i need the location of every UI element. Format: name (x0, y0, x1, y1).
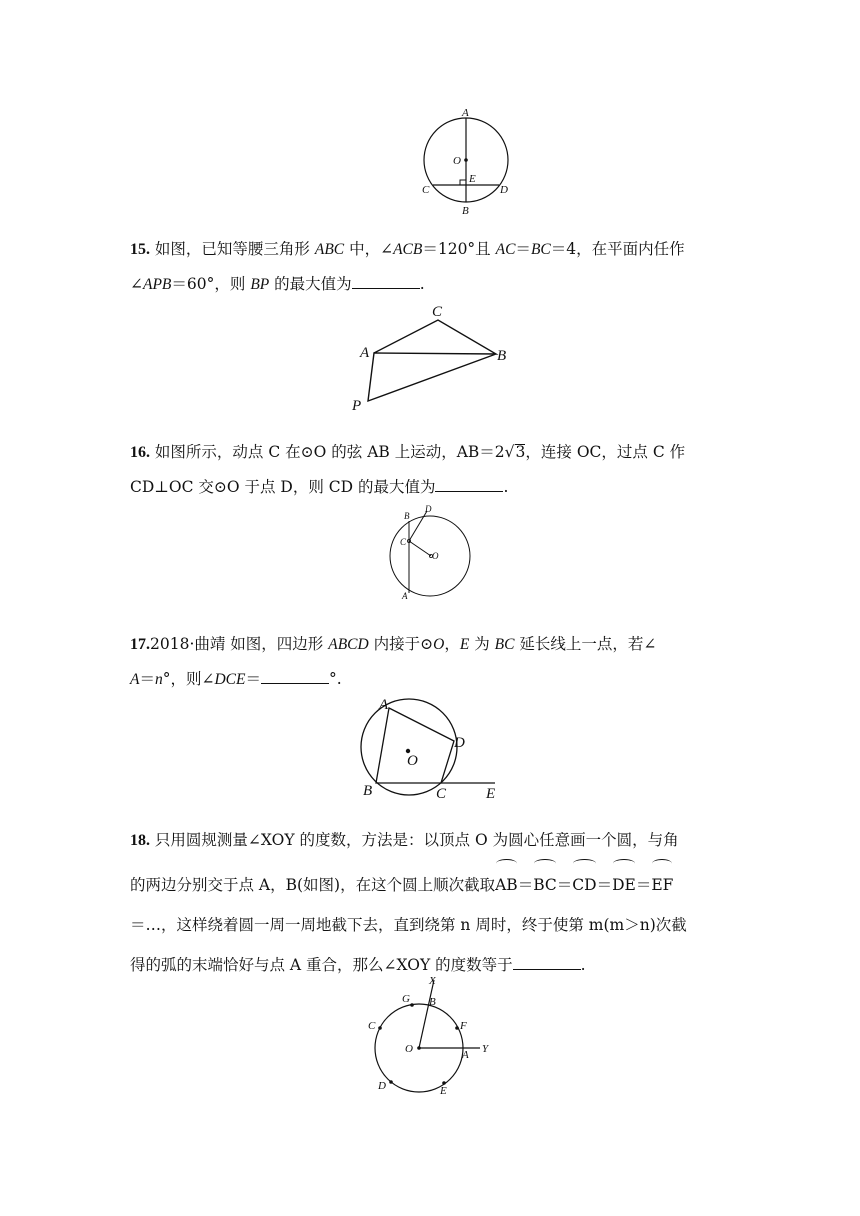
label-a: A (379, 697, 389, 713)
label-a: A (402, 591, 408, 601)
question-18 (130, 820, 730, 985)
label-c: C (422, 184, 430, 196)
answer-blank[interactable] (261, 669, 329, 684)
answer-blank[interactable] (435, 477, 503, 492)
question-17 (130, 627, 730, 697)
q17-line1: 17.2018·曲靖 如图，四边形 ABCD 内接于⊙O，E 为 BC 延长线上一点，若∠ (130, 635, 657, 653)
q18-line2: 的两边分别交于点 A，B(如图)，在这个圆上顺次截取AB＝BC＝CD＝DE＝EF (130, 861, 730, 905)
question-16 (130, 435, 730, 504)
q16-line1: 16. 如图所示，动点 C 在⊙O 的弦 AB 上运动，AB＝2√3，连接 OC，过点 C 作 (130, 443, 686, 461)
label-c: C (432, 304, 443, 320)
label-g: G (402, 993, 410, 1005)
figure-compass-angle (362, 972, 502, 1102)
arc-ef: EF (651, 861, 673, 905)
label-o: O (453, 155, 461, 167)
figure-cyclic-quadrilateral (355, 695, 505, 805)
label-d: D (425, 504, 432, 514)
label-a: A (462, 107, 469, 119)
q18-line1: 18. 只用圆规测量∠XOY 的度数，方法是：以顶点 O 为圆心任意画一个圆，与角 (130, 831, 679, 849)
figure-triangle-abc-p (350, 300, 520, 415)
arc-de: DE (612, 861, 636, 905)
q15-line2: ∠APB＝60°，则 BP 的最大值为 . (130, 275, 425, 293)
label-o: O (405, 1043, 413, 1055)
label-b: B (363, 783, 373, 799)
label-c: C (436, 786, 447, 802)
label-d: D (500, 184, 508, 196)
label-a: A (360, 345, 370, 361)
question-15 (130, 232, 730, 302)
label-c: C (400, 537, 407, 547)
label-o: O (432, 551, 439, 561)
answer-blank[interactable] (513, 955, 581, 970)
arc-bc: BC (533, 861, 557, 905)
label-e: E (469, 173, 476, 185)
q15-line1: 15. 如图，已知等腰三角形 ABC 中，∠ACB＝120°且 AC＝BC＝4，在平面内任作 (130, 240, 685, 258)
arc-ab: AB (495, 861, 518, 905)
label-b: B (404, 511, 410, 521)
label-b: B (497, 348, 507, 364)
label-b: B (462, 205, 469, 217)
q18-line3: ＝…，这样绕着圆一周一周地截下去，直到绕第 n 周时，终于使第 m(m＞n)次截 (130, 916, 687, 934)
q16-line2: CD⊥OC 交⊙O 于点 D，则 CD 的最大值为 . (130, 478, 509, 496)
answer-blank[interactable] (352, 274, 420, 289)
label-f: F (460, 1020, 467, 1032)
label-x: X (429, 975, 436, 987)
label-o: O (407, 753, 418, 769)
label-a: A (462, 1049, 469, 1061)
label-e: E (486, 786, 496, 802)
label-d: D (454, 735, 465, 751)
figure-circle-chord (410, 100, 520, 220)
label-c: C (368, 1020, 376, 1032)
q17-line2: A＝n°，则∠DCE＝ °. (130, 670, 342, 688)
label-d: D (378, 1080, 386, 1092)
label-p: P (352, 398, 362, 414)
label-y: Y (482, 1043, 489, 1055)
arc-cd: CD (572, 861, 596, 905)
q18-line4: 得的弧的末端恰好与点 A 重合，那么∠XOY 的度数等于 . (130, 956, 586, 974)
figure-circle-chord-cd (385, 503, 485, 603)
label-b: B (429, 996, 436, 1008)
label-e: E (440, 1085, 447, 1097)
